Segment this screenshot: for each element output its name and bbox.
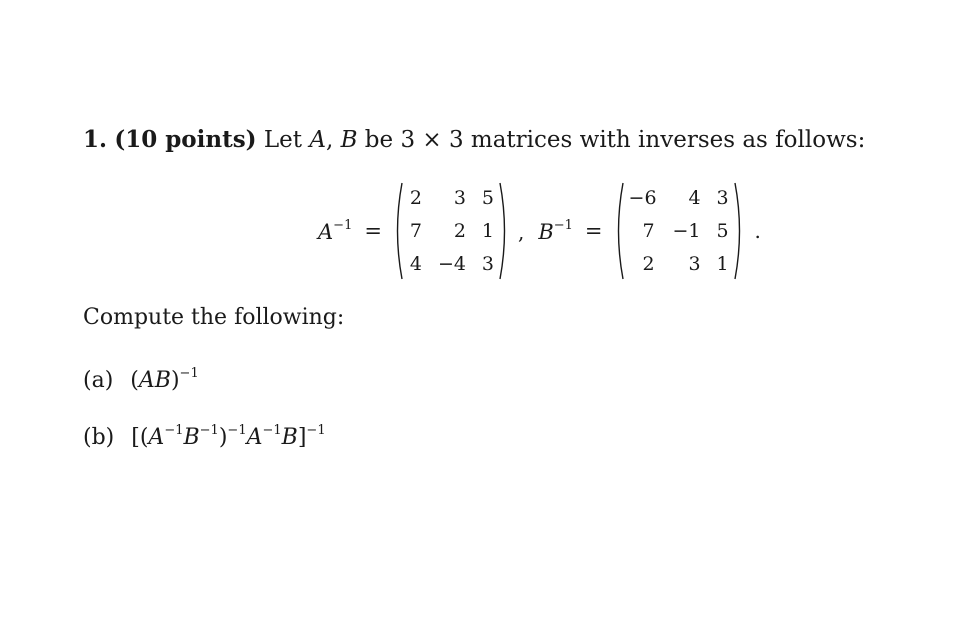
variable-a: A [309, 127, 326, 153]
problem-text-be: be 3 × 3 matrices with inverses as follows: [364, 127, 866, 153]
left-paren-icon [392, 181, 404, 281]
compute-prompt: Compute the following: [83, 305, 345, 330]
matrix-b-cell: 7 [642, 220, 655, 242]
matrix-b-name [538, 218, 573, 244]
matrix-a-name [318, 218, 352, 244]
left-paren-icon [613, 181, 625, 281]
problem-text-let: Let [263, 127, 303, 153]
expr-exponent: −1 [227, 423, 247, 438]
matrix-b-cell: 3 [688, 253, 701, 275]
matrix-a-cell: 3 [453, 187, 466, 209]
expr-token: [( [131, 425, 149, 450]
expr-exponent: −1 [262, 423, 282, 438]
matrix-a-letter: A [318, 220, 334, 244]
matrix-b-exponent: −1 [553, 218, 573, 233]
expr-var: A [138, 368, 155, 393]
matrix-a-cell: 7 [409, 220, 422, 242]
expr-token: ( [130, 368, 139, 393]
expr-var: B [154, 368, 171, 393]
matrix-equation [318, 178, 761, 284]
expr-token: ) [218, 425, 228, 450]
matrix-b-cell: 1 [716, 253, 729, 275]
equation-period: . [754, 219, 761, 243]
part-b-expression [131, 425, 325, 450]
matrix-b-cell: −6 [628, 187, 657, 209]
matrix-a-cell: −4 [437, 253, 466, 275]
expr-var: B [183, 425, 200, 450]
matrix-b-cell: 3 [716, 187, 729, 209]
matrix-b-letter: B [538, 220, 554, 244]
right-paren-icon [498, 181, 510, 281]
expr-exponent: −1 [164, 423, 184, 438]
problem-number: 1. [83, 126, 108, 153]
problem-heading [83, 124, 865, 156]
expr-exponent: −1 [306, 423, 326, 438]
matrix-a-equals: = [364, 219, 382, 243]
expr-var: A [246, 425, 263, 450]
matrix-b-cell: 5 [716, 220, 729, 242]
matrix-a-cell: 4 [409, 253, 422, 275]
matrix-a-cell: 5 [481, 187, 494, 209]
matrix-b-equals: = [584, 219, 603, 243]
problem-points: (10 points) [114, 126, 257, 153]
matrix-a-cell: 2 [453, 220, 466, 242]
matrix-b-cell: 2 [642, 253, 655, 275]
expr-exponent: −1 [179, 366, 199, 381]
expr-exponent: −1 [199, 423, 219, 438]
expr-token: ] [297, 425, 307, 450]
expr-var: A [148, 425, 165, 450]
matrix-a-cell: 2 [409, 187, 422, 209]
matrix-a-cell: 3 [481, 253, 494, 275]
right-paren-icon [733, 181, 745, 281]
part-a-label: (a) [83, 368, 114, 393]
expr-var: B [281, 425, 298, 450]
expr-token: ) [170, 368, 180, 393]
part-a-expression [130, 368, 198, 393]
matrix-a-grid [404, 182, 498, 281]
variable-b: B [340, 127, 358, 153]
matrix-a-exponent: −1 [333, 218, 353, 233]
matrix-separator: , [517, 220, 525, 244]
part-a [83, 358, 199, 397]
variable-comma: , [325, 127, 334, 153]
matrix-b-cell: −1 [672, 220, 701, 242]
matrix-b-cell: 4 [688, 187, 701, 209]
matrix-b-grid [625, 182, 733, 281]
matrix-a-cell: 1 [481, 220, 494, 242]
part-b-label: (b) [83, 425, 115, 450]
part-b [83, 415, 326, 454]
